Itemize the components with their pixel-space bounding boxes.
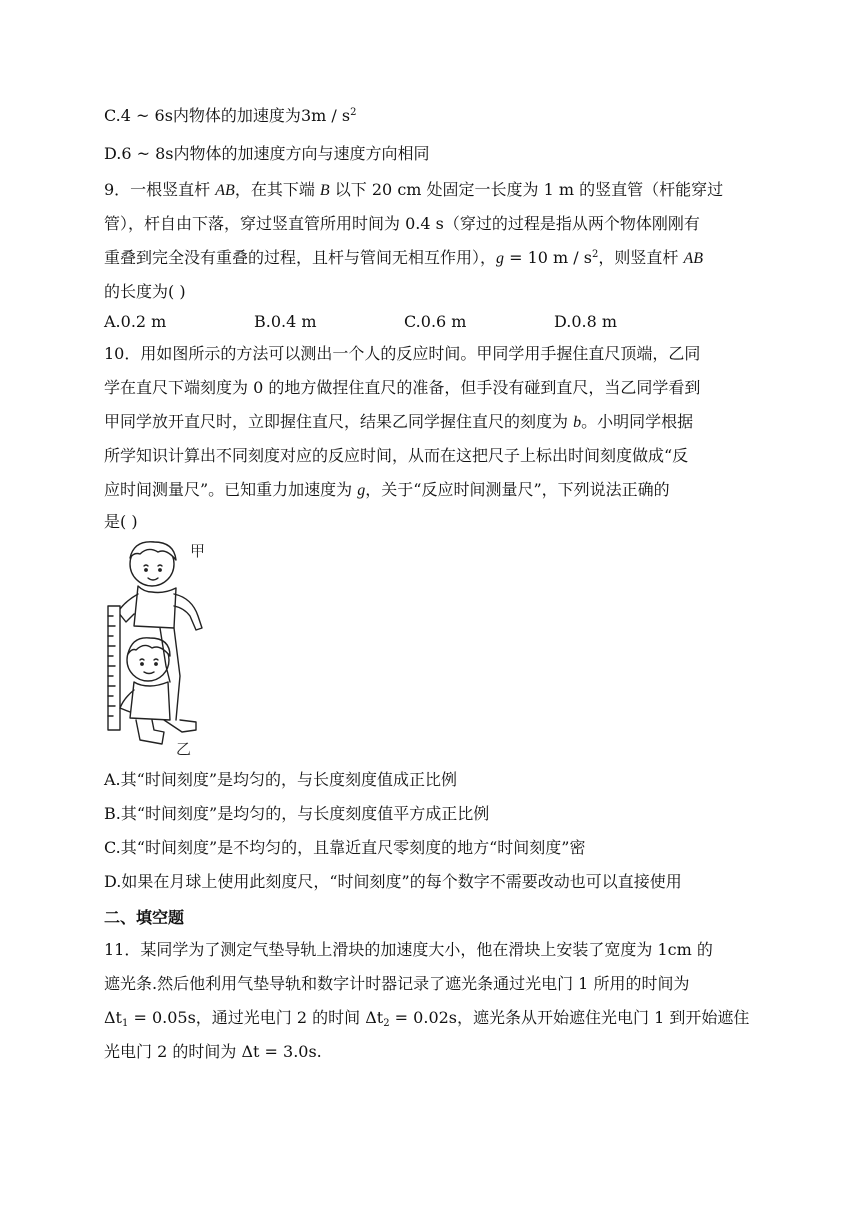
section-title-fill-in: 二、填空题 <box>104 908 185 927</box>
q11-stem-line-2: 遮光条.然后他利用气垫导轨和数字计时器记录了遮光条通过光电门 1 所用的时间为 <box>104 974 690 993</box>
q11-line-3 <box>104 1006 749 1030</box>
q8-option-d <box>104 142 430 166</box>
q9-line-1 <box>104 178 723 203</box>
q10-option-c: C.其“时间刻度”是不均匀的，且靠近直尺零刻度的地方“时间刻度”密 <box>104 838 586 857</box>
q10-stem-line-1: 10．用如图所示的方法可以测出一个人的反应时间。甲同学用手握住直尺顶端，乙同 <box>104 344 701 363</box>
q8-option-d-range: 6 ~ 8s <box>121 144 174 163</box>
q11-dt-symbol: Δt <box>241 1042 260 1061</box>
q10-line-3 <box>104 410 693 435</box>
q9-stem-c: 以下 20 cm 处固定一长度为 1 m 的竖直管（杆能穿过 <box>329 180 724 199</box>
q8-option-c-value: 3m / s <box>300 106 351 125</box>
q9-option-c: C.0.6 m <box>404 312 467 331</box>
q9-line-3 <box>104 246 703 271</box>
q11-dt-value: = 3.0s <box>259 1042 317 1061</box>
q11-stem-line-3b: ，通过光电门 2 的时间 <box>195 1008 366 1027</box>
q9-g-value: = 10 m / s <box>504 248 592 267</box>
reaction-time-figure <box>104 536 216 760</box>
q10-stem-line-3b: 。小明同学根据 <box>581 412 694 431</box>
q10-line-4 <box>104 444 688 468</box>
q11-stem-line-3c: ，遮光条从开始遮住光电门 1 到开始遮住 <box>457 1008 750 1027</box>
q9-stem-b: ，在其下端 <box>234 180 320 199</box>
q11-line-2 <box>104 972 689 996</box>
q11-dt1-subscript: 1 <box>121 1018 129 1029</box>
q9-line-4 <box>104 280 186 304</box>
q8-option-c-text: 内物体的加速度为 <box>172 106 301 125</box>
q11-dt2-subscript: 2 <box>383 1018 390 1029</box>
q10-stem-line-5a: 应时间测量尺”。已知重力加速度为 <box>104 480 358 499</box>
q10-option-d: D.如果在月球上使用此刻度尺，“时间刻度”的每个数字不需要改动也可以直接使用 <box>104 872 682 891</box>
q9-line-2 <box>104 212 700 236</box>
q10-stem-line-2: 学在直尺下端刻度为 0 的地方做捏住直尺的准备，但手没有碰到直尺，当乙同学看到 <box>104 378 701 397</box>
q9-var-ab-2: AB <box>683 250 703 267</box>
q10-option-a: A.其“时间刻度”是均匀的，与长度刻度值成正比例 <box>104 770 458 789</box>
q8-option-d-text: 内物体的加速度方向与速度方向相同 <box>173 144 430 163</box>
q9-var-b: B <box>319 182 330 199</box>
figure-label-yi: 乙 <box>176 740 192 758</box>
q11-dt1-value: = 0.05s <box>128 1008 196 1027</box>
q11-dt1-symbol: Δt <box>104 1008 122 1027</box>
q9-stem-line-4: 的长度为( ) <box>104 282 186 301</box>
q9-option-d: D.0.8 m <box>554 312 618 331</box>
q8-option-c-prefix: C. <box>104 106 121 125</box>
q9-stem-line-2: 管），杆自由下落，穿过竖直管所用时间为 0.4 s（穿过的过程是指从两个物体刚刚有 <box>104 214 700 233</box>
q10-option-b: B.其“时间刻度”是均匀的，与长度刻度值平方成正比例 <box>104 804 490 823</box>
figure-label-jia: 甲 <box>190 542 206 560</box>
q9-var-g: g <box>496 250 505 267</box>
q10-stem-line-3a: 甲同学放开直尺时，立即握住直尺，结果乙同学握住直尺的刻度为 <box>104 412 574 431</box>
q9-option-b: B.0.4 m <box>254 312 317 331</box>
q8-option-c <box>104 104 356 128</box>
q11-dt2-value: = 0.02s <box>389 1008 458 1027</box>
q9-var-ab: AB <box>215 182 235 199</box>
q9-option-a: A.0.2 m <box>104 312 167 331</box>
q8-option-d-prefix: D. <box>104 144 122 163</box>
q9-g-exponent: 2 <box>591 249 599 260</box>
q10-line-2 <box>104 376 700 400</box>
q9-stem-line-3a: 重叠到完全没有重叠的过程，且杆与管间无相互作用）， <box>104 248 497 267</box>
q9-stem-line-3c: ，则竖直杆 <box>598 248 684 267</box>
q11-stem-line-4b: . <box>316 1042 322 1061</box>
q10-stem-line-6: 是( ) <box>104 512 138 531</box>
q11-dt2-symbol: Δt <box>365 1008 384 1027</box>
q10-line-1 <box>104 342 700 366</box>
q8-option-c-range: 4 ~ 6s <box>120 106 173 125</box>
q11-line-1 <box>104 938 713 962</box>
q11-line-4 <box>104 1040 322 1064</box>
q11-stem-line-4a: 光电门 2 的时间为 <box>104 1042 242 1061</box>
q10-line-5 <box>104 478 670 503</box>
q9-stem-a: 9．一根竖直杆 <box>104 180 216 199</box>
q10-stem-line-4: 所学知识计算出不同刻度对应的反应时间，从而在这把尺子上标出时间刻度做成“反 <box>104 446 689 465</box>
q10-stem-line-5b: ，关于“反应时间测量尺”，下列说法正确的 <box>365 480 670 499</box>
q10-var-g: g <box>357 482 366 499</box>
q10-var-b: b <box>573 414 582 431</box>
q11-stem-line-1: 11．某同学为了测定气垫导轨上滑块的加速度大小，他在滑块上安装了宽度为 1cm 的 <box>104 940 713 959</box>
q8-option-c-exponent: 2 <box>350 107 357 118</box>
q10-line-6 <box>104 510 138 534</box>
